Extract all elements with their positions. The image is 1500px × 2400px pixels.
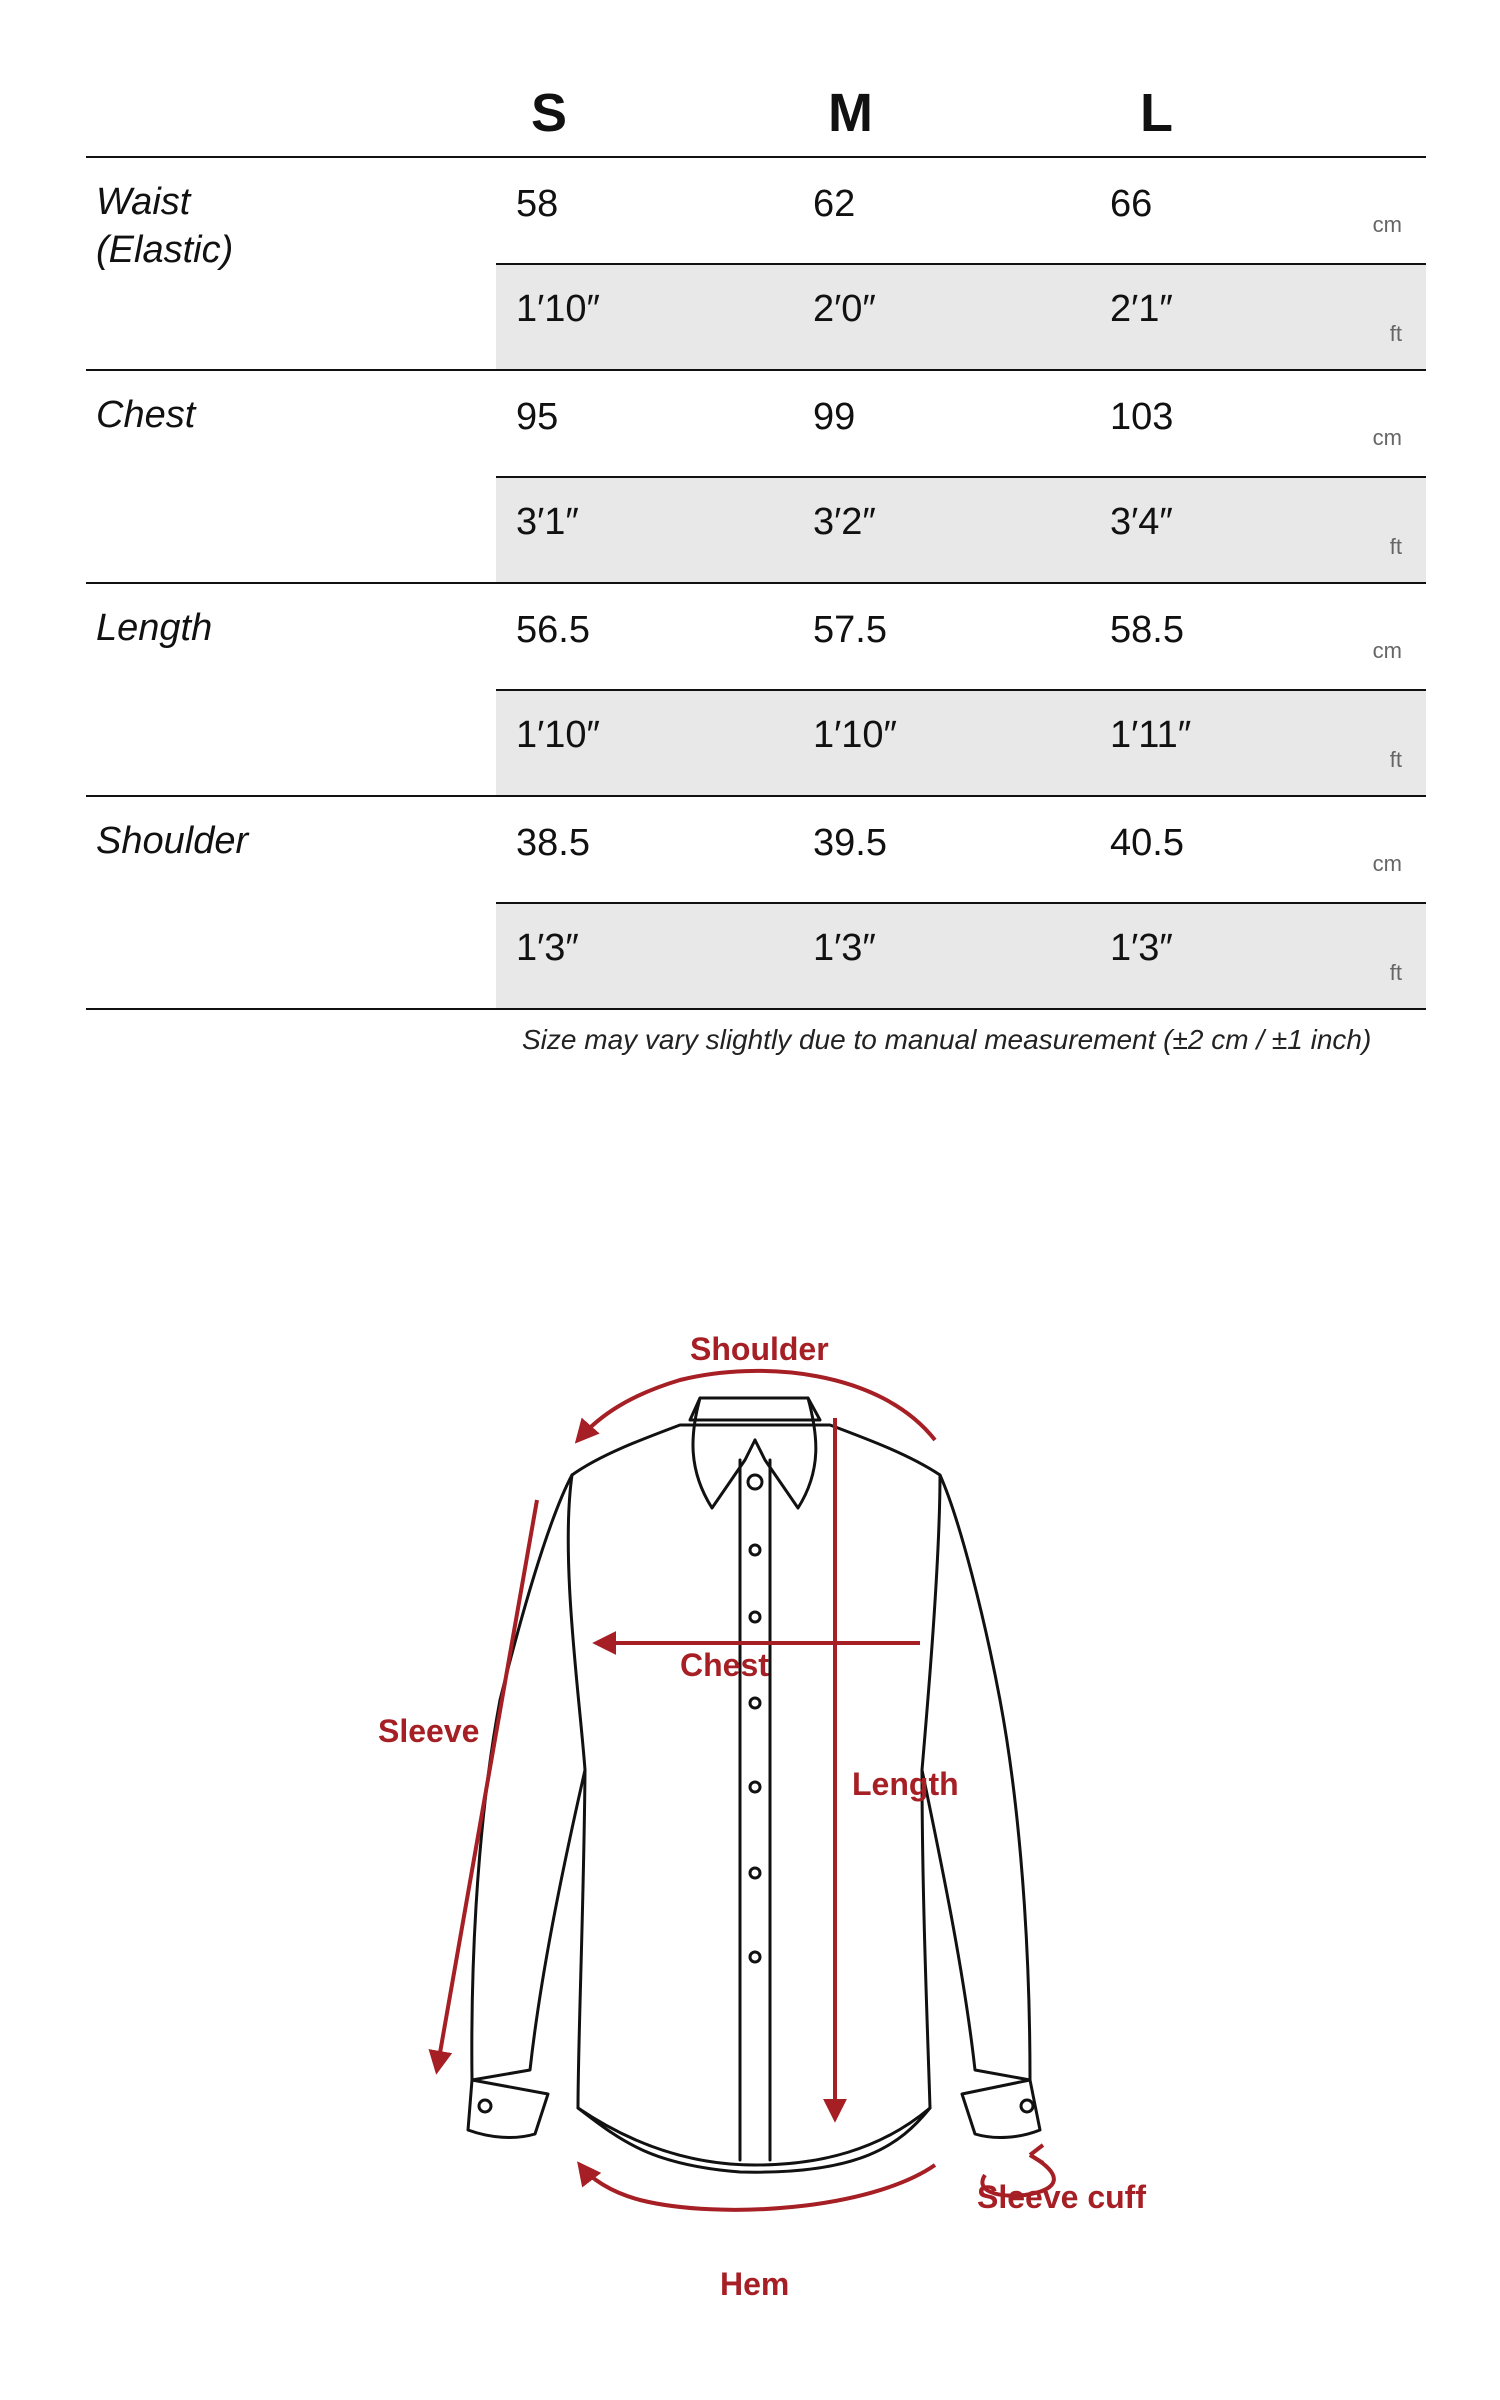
- ft-row: [496, 478, 1426, 582]
- value-cell: 1′3″: [1110, 927, 1173, 969]
- size-header-l: L: [1140, 83, 1173, 143]
- value-cell: 58.5: [1110, 609, 1184, 651]
- value-cell: 1′10″: [813, 714, 897, 756]
- value-cell: 3′1″: [516, 501, 579, 543]
- measurement-group-length: [86, 584, 1426, 795]
- unit-label-cm: cm: [1372, 425, 1402, 450]
- size-header-m: M: [828, 83, 873, 143]
- value-cell: 99: [813, 396, 856, 438]
- measurement-label: Chest: [96, 394, 196, 436]
- chest-label: Chest: [680, 1647, 769, 1683]
- unit-label-ft: ft: [1389, 534, 1402, 559]
- measurement-label: Shoulder: [96, 820, 249, 862]
- value-cell: 2′1″: [1110, 288, 1173, 330]
- value-cell: 62: [813, 183, 856, 225]
- measurement-group-waist: [86, 158, 1426, 369]
- hem-label: Hem: [720, 2266, 790, 2302]
- unit-label-ft: ft: [1389, 960, 1402, 985]
- value-cell: 58: [516, 183, 559, 225]
- size-header-s: S: [531, 83, 568, 143]
- cm-row: [496, 586, 1426, 690]
- value-cell: 1′10″: [516, 714, 600, 756]
- shoulder-label: Shoulder: [690, 1331, 829, 1367]
- shirt-measurement-diagram: [0, 1260, 1500, 2302]
- value-cell: 38.5: [516, 822, 590, 864]
- cm-row: [496, 373, 1426, 477]
- value-cell: 2′0″: [813, 288, 876, 330]
- value-cell: 1′3″: [516, 927, 579, 969]
- ft-row: [496, 691, 1426, 795]
- measurement-group-chest: [86, 371, 1426, 582]
- unit-label-cm: cm: [1372, 212, 1402, 237]
- sleeve-cuff-label: Sleeve cuff: [977, 2179, 1146, 2215]
- cm-row: [496, 160, 1426, 264]
- cm-row: [496, 799, 1426, 903]
- measurement-group-shoulder: [86, 797, 1426, 1008]
- sleeve-cuff-arrowhead: [1030, 2145, 1043, 2163]
- value-cell: 103: [1110, 396, 1174, 438]
- value-cell: 95: [516, 396, 559, 438]
- value-cell: 57.5: [813, 609, 887, 651]
- unit-label-ft: ft: [1389, 321, 1402, 346]
- ft-row: [496, 904, 1426, 1008]
- value-cell: 3′4″: [1110, 501, 1173, 543]
- measurement-note: Size may vary slightly due to manual measurement (±2 cm / ±1 inch): [522, 1024, 1372, 1055]
- sleeve-label: Sleeve: [378, 1713, 480, 1749]
- unit-label-ft: ft: [1389, 747, 1402, 772]
- size-header-row: [86, 78, 1426, 158]
- value-cell: 3′2″: [813, 501, 876, 543]
- value-cell: 1′11″: [1110, 714, 1192, 756]
- value-cell: 39.5: [813, 822, 887, 864]
- unit-label-cm: cm: [1372, 638, 1402, 663]
- value-cell: 40.5: [1110, 822, 1184, 864]
- length-label: Length: [852, 1766, 959, 1802]
- value-cell: 1′3″: [813, 927, 876, 969]
- divider: [86, 1008, 1426, 1010]
- sleeve-arrow: [437, 1500, 537, 2070]
- measurement-label: Waist (Elastic): [96, 181, 234, 271]
- value-cell: 56.5: [516, 609, 590, 651]
- unit-label-cm: cm: [1372, 851, 1402, 876]
- measurement-label: Length: [96, 607, 213, 649]
- shirt-illustration: [0, 1260, 1500, 2302]
- ft-row: [496, 265, 1426, 369]
- value-cell: 66: [1110, 183, 1153, 225]
- value-cell: 1′10″: [516, 288, 600, 330]
